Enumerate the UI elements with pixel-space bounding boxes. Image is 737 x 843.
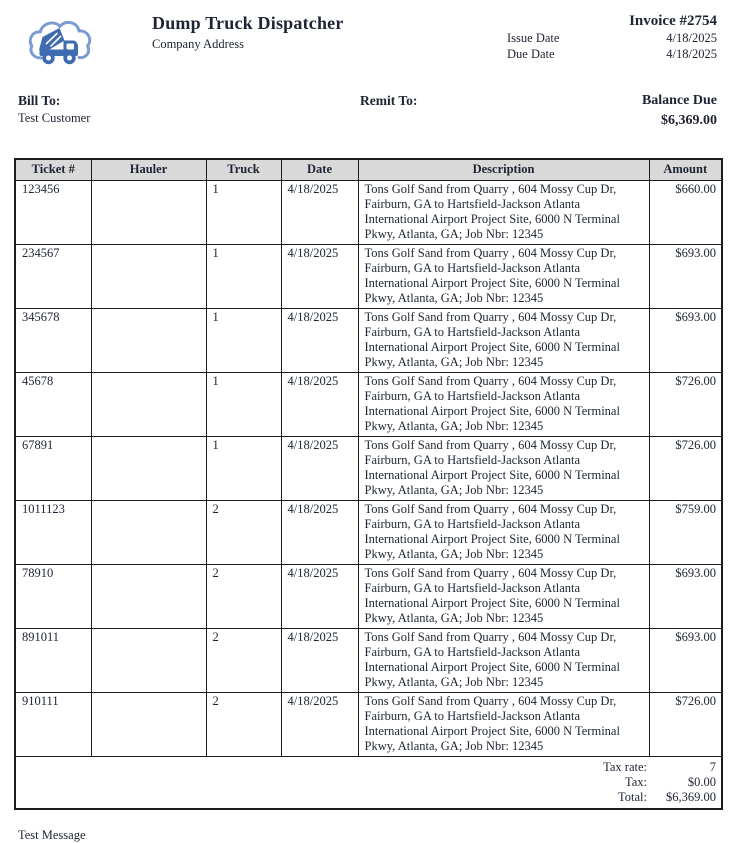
company-address: Company Address bbox=[152, 37, 245, 51]
cell-truck: 2 bbox=[206, 692, 281, 756]
cell-date: 4/18/2025 bbox=[281, 180, 358, 244]
table-row bbox=[15, 564, 722, 628]
cell-truck: 2 bbox=[206, 628, 281, 692]
invoice-number: Invoice #2754 bbox=[629, 13, 717, 29]
table-row bbox=[15, 244, 722, 308]
issue-date-value: 4/18/2025 bbox=[666, 31, 717, 45]
cell-hauler bbox=[91, 372, 206, 436]
cell-truck: 2 bbox=[206, 564, 281, 628]
dump-truck-cloud-logo-icon bbox=[26, 15, 96, 71]
table-row bbox=[15, 692, 722, 756]
table-row bbox=[15, 436, 722, 500]
cell-amount: $693.00 bbox=[649, 244, 722, 308]
cell-truck: 2 bbox=[206, 500, 281, 564]
totals-label: Tax: bbox=[624, 774, 647, 789]
cell-description: Tons Golf Sand from Quarry , 604 Mossy Cup Dr, Fairburn, GA to Hartsfield-Jackson Atlanta International Airport Project Site, 6000 N Terminal Pkwy, Atlanta, GA; Job Nbr: 12345 bbox=[358, 436, 649, 500]
bill-to-name: Test Customer bbox=[18, 111, 91, 125]
billing-section bbox=[0, 71, 737, 129]
table-row bbox=[15, 180, 722, 244]
cell-amount: $660.00 bbox=[649, 180, 722, 244]
cell-truck: 1 bbox=[206, 180, 281, 244]
cell-ticket: 234567 bbox=[15, 244, 91, 308]
remit-to-block bbox=[360, 93, 537, 129]
column-header-date: Date bbox=[281, 159, 358, 180]
bill-to-label: Bill To: bbox=[18, 93, 61, 108]
cell-truck: 1 bbox=[206, 372, 281, 436]
cell-description: Tons Golf Sand from Quarry , 604 Mossy Cup Dr, Fairburn, GA to Hartsfield-Jackson Atlanta International Airport Project Site, 6000 N Terminal Pkwy, Atlanta, GA; Job Nbr: 12345 bbox=[358, 692, 649, 756]
due-date-value: 4/18/2025 bbox=[666, 47, 717, 61]
cell-description: Tons Golf Sand from Quarry , 604 Mossy Cup Dr, Fairburn, GA to Hartsfield-Jackson Atlanta International Airport Project Site, 6000 N Terminal Pkwy, Atlanta, GA; Job Nbr: 12345 bbox=[358, 244, 649, 308]
column-header-description: Description bbox=[358, 159, 649, 180]
cell-truck: 1 bbox=[206, 244, 281, 308]
cell-hauler bbox=[91, 564, 206, 628]
cell-hauler bbox=[91, 500, 206, 564]
column-header-hauler: Hauler bbox=[91, 159, 206, 180]
remit-to-label: Remit To: bbox=[360, 93, 418, 108]
cell-hauler bbox=[91, 308, 206, 372]
company-name: Dump Truck Dispatcher bbox=[152, 13, 344, 33]
due-date-row bbox=[507, 47, 717, 62]
table-body bbox=[15, 180, 722, 756]
cell-ticket: 123456 bbox=[15, 180, 91, 244]
company-block bbox=[152, 13, 507, 52]
issue-date-row bbox=[507, 31, 717, 46]
cell-ticket: 891011 bbox=[15, 628, 91, 692]
cell-amount: $759.00 bbox=[649, 500, 722, 564]
cell-amount: $726.00 bbox=[649, 692, 722, 756]
cell-date: 4/18/2025 bbox=[281, 372, 358, 436]
cell-date: 4/18/2025 bbox=[281, 308, 358, 372]
cell-amount: $693.00 bbox=[649, 628, 722, 692]
cell-date: 4/18/2025 bbox=[281, 244, 358, 308]
cell-description: Tons Golf Sand from Quarry , 604 Mossy Cup Dr, Fairburn, GA to Hartsfield-Jackson Atlanta International Airport Project Site, 6000 N Terminal Pkwy, Atlanta, GA; Job Nbr: 12345 bbox=[358, 372, 649, 436]
totals-label: Tax rate: bbox=[603, 759, 647, 774]
cell-date: 4/18/2025 bbox=[281, 436, 358, 500]
totals-value: $6,369.00 bbox=[666, 789, 716, 804]
totals-label: Total: bbox=[618, 789, 647, 804]
cell-hauler bbox=[91, 692, 206, 756]
cell-amount: $693.00 bbox=[649, 308, 722, 372]
bill-to-block bbox=[18, 93, 360, 129]
table-header-row bbox=[15, 159, 722, 180]
cell-ticket: 345678 bbox=[15, 308, 91, 372]
cell-hauler bbox=[91, 180, 206, 244]
column-header-amount: Amount bbox=[649, 159, 722, 180]
cell-hauler bbox=[91, 244, 206, 308]
totals-value: $0.00 bbox=[687, 774, 716, 789]
cell-ticket: 45678 bbox=[15, 372, 91, 436]
table-row bbox=[15, 628, 722, 692]
table-row bbox=[15, 372, 722, 436]
cell-ticket: 910111 bbox=[15, 692, 91, 756]
table-row bbox=[15, 500, 722, 564]
footer-message: Test Message bbox=[18, 827, 86, 842]
cell-date: 4/18/2025 bbox=[281, 564, 358, 628]
totals-value: 7 bbox=[709, 759, 716, 774]
cell-description: Tons Golf Sand from Quarry , 604 Mossy Cup Dr, Fairburn, GA to Hartsfield-Jackson Atlanta International Airport Project Site, 6000 N Terminal Pkwy, Atlanta, GA; Job Nbr: 12345 bbox=[358, 564, 649, 628]
totals-row bbox=[15, 756, 722, 775]
line-items-table bbox=[14, 158, 723, 810]
invoice-meta bbox=[507, 13, 717, 62]
line-items-table-wrap bbox=[14, 158, 723, 810]
totals-row bbox=[15, 790, 722, 809]
cell-amount: $693.00 bbox=[649, 564, 722, 628]
balance-due-amount: $6,369.00 bbox=[661, 113, 717, 128]
totals-row bbox=[15, 775, 722, 790]
cell-ticket: 1011123 bbox=[15, 500, 91, 564]
cell-description: Tons Golf Sand from Quarry , 604 Mossy Cup Dr, Fairburn, GA to Hartsfield-Jackson Atlanta International Airport Project Site, 6000 N Terminal Pkwy, Atlanta, GA; Job Nbr: 12345 bbox=[358, 500, 649, 564]
column-header-truck: Truck bbox=[206, 159, 281, 180]
cell-truck: 1 bbox=[206, 308, 281, 372]
cell-description: Tons Golf Sand from Quarry , 604 Mossy Cup Dr, Fairburn, GA to Hartsfield-Jackson Atlanta International Airport Project Site, 6000 N Terminal Pkwy, Atlanta, GA; Job Nbr: 12345 bbox=[358, 628, 649, 692]
due-date-label: Due Date bbox=[507, 47, 555, 61]
table-row bbox=[15, 308, 722, 372]
cell-hauler bbox=[91, 436, 206, 500]
header bbox=[0, 0, 737, 71]
cell-description: Tons Golf Sand from Quarry , 604 Mossy Cup Dr, Fairburn, GA to Hartsfield-Jackson Atlanta International Airport Project Site, 6000 N Terminal Pkwy, Atlanta, GA; Job Nbr: 12345 bbox=[358, 308, 649, 372]
issue-date-label: Issue Date bbox=[507, 31, 560, 45]
column-header-ticket: Ticket # bbox=[15, 159, 91, 180]
balance-due-label: Balance Due bbox=[641, 93, 717, 108]
cell-description: Tons Golf Sand from Quarry , 604 Mossy Cup Dr, Fairburn, GA to Hartsfield-Jackson Atlanta International Airport Project Site, 6000 N Terminal Pkwy, Atlanta, GA; Job Nbr: 12345 bbox=[358, 180, 649, 244]
cell-date: 4/18/2025 bbox=[281, 628, 358, 692]
cell-hauler bbox=[91, 628, 206, 692]
cell-amount: $726.00 bbox=[649, 436, 722, 500]
cell-ticket: 78910 bbox=[15, 564, 91, 628]
cell-ticket: 67891 bbox=[15, 436, 91, 500]
cell-date: 4/18/2025 bbox=[281, 692, 358, 756]
cell-amount: $726.00 bbox=[649, 372, 722, 436]
table-totals bbox=[15, 756, 722, 809]
cell-date: 4/18/2025 bbox=[281, 500, 358, 564]
cell-truck: 1 bbox=[206, 436, 281, 500]
balance-due-block bbox=[537, 93, 717, 129]
